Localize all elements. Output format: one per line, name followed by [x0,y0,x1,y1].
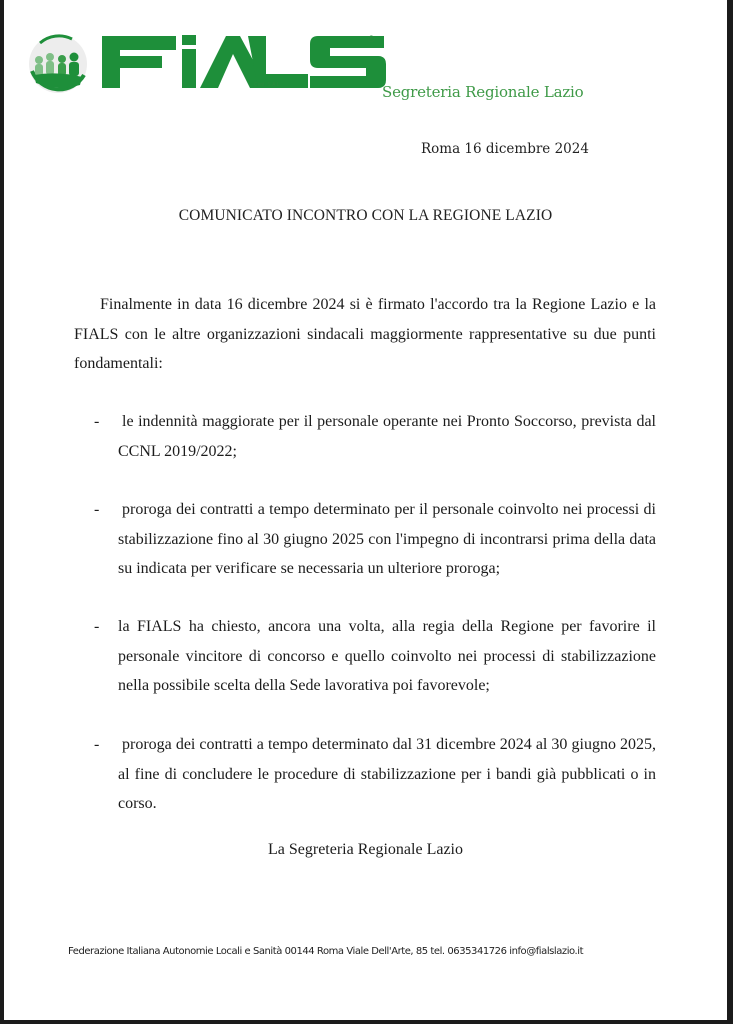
intro-paragraph: Finalmente in data 16 dicembre 2024 si è firmato l'accordo tra la Regione Lazio e la FIALS con le altre organizzazioni sindacali maggiormente rappresentative su due punti fondamentali: [74,296,656,372]
list-item-text: proroga dei contratti a tempo determinato per il personale coinvolto nei processi di stabilizzazione fino al 30 giugno 2025 con l'impegno di incontrarsi prima della data su indicata per verificare se necessaria un ulteriore proroga; [118,501,656,577]
bullet-dash: - [94,736,100,753]
list-item [74,730,656,819]
signature: La Segreteria Regionale Lazio [267,841,463,858]
fials-logo-wordmark [98,32,388,94]
bullet-dash: - [94,501,100,518]
footer-contact: Federazione Italiana Autonomie Locali e Sanità 00144 Roma Viale Dell'Arte, 85 tel. 0635341726 info@fialslazio.it [68,946,584,957]
list-item [74,495,656,584]
bullet-dash: - [94,413,100,430]
list-item [74,612,656,701]
bullet-dash: - [94,618,100,635]
list-item-text: la FIALS ha chiesto, ancora una volta, alla regia della Regione per favorire il personale vincitore di concorso e quello coinvolto nei processi di stabilizzazione nella possibile scelta della Sede lavorativa poi favorevole; [118,618,656,694]
list-item-text: proroga dei contratti a tempo determinato dal 31 dicembre 2024 al 30 giugno 2025, al fine di concludere le procedure di stabilizzazione per i bandi già pubblicati o in corso. [118,736,656,812]
header-subtitle: Segreteria Regionale Lazio [382,83,584,101]
list-item [74,407,656,466]
list-item-text: le indennità maggiorate per il personale operante nei Pronto Soccorso, prevista dal CCNL 2019/2022; [118,413,656,460]
logo-conf-text: Conf. S.A.L. [254,82,281,88]
fials-emblem-icon [22,31,94,97]
document-title: COMUNICATO INCONTRO CON LA REGIONE LAZIO [178,207,553,224]
document-page [4,0,727,1020]
registered-mark: ® [368,34,375,44]
document-date: Roma 16 dicembre 2024 [421,141,589,157]
